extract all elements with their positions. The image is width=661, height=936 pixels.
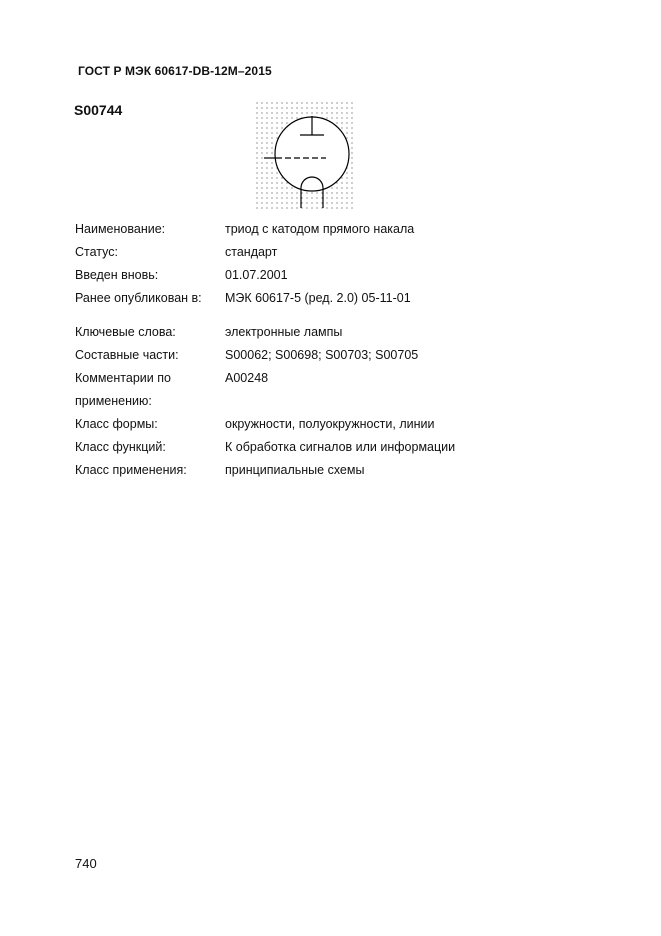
property-label: Статус: — [75, 245, 118, 259]
property-value — [225, 390, 595, 413]
property-value: МЭК 60617-5 (ред. 2.0) 05-11-01 — [225, 291, 411, 305]
property-value: К обработка сигналов или информации — [225, 440, 456, 454]
property-row-status — [75, 241, 595, 264]
property-value: стандарт — [225, 245, 278, 259]
property-row-components — [75, 344, 595, 367]
property-label: Ранее опубликован в: — [75, 291, 202, 305]
property-row-function-class — [75, 436, 595, 459]
property-row-previously-published — [75, 287, 595, 310]
property-label: Введен вновь: — [75, 268, 159, 282]
property-row-introduced — [75, 264, 595, 287]
property-label: применению: — [75, 394, 152, 408]
property-value: электронные лампы — [225, 325, 343, 339]
property-row-application-notes — [75, 367, 595, 390]
property-value: триод с катодом прямого накала — [225, 222, 415, 236]
property-label: Класс применения: — [75, 463, 187, 477]
property-row-application-class — [75, 459, 595, 482]
property-row-shape-class — [75, 413, 595, 436]
property-value: S00062; S00698; S00703; S00705 — [225, 348, 419, 362]
group-spacer — [75, 310, 595, 321]
triode-symbol-icon — [256, 102, 354, 212]
property-label: Составные части: — [75, 348, 179, 362]
property-row-application-notes-cont — [75, 390, 595, 413]
property-row-name — [75, 218, 595, 241]
property-label: Класс функций: — [75, 440, 166, 454]
property-row-keywords — [75, 321, 595, 344]
property-label: Класс формы: — [75, 417, 158, 431]
property-value: A00248 — [225, 371, 269, 385]
property-value: окружности, полуокружности, линии — [225, 417, 435, 431]
property-label: Ключевые слова: — [75, 325, 176, 339]
property-label: Комментарии по — [75, 371, 171, 385]
property-value: 01.07.2001 — [225, 268, 288, 282]
document-header: ГОСТ Р МЭК 60617-DB-12M–2015 — [78, 64, 272, 78]
page-number: 740 — [75, 856, 97, 871]
symbol-id: S00744 — [74, 102, 123, 118]
property-label: Наименование: — [75, 222, 166, 236]
property-value: принципиальные схемы — [225, 463, 365, 477]
properties-table — [75, 218, 595, 482]
